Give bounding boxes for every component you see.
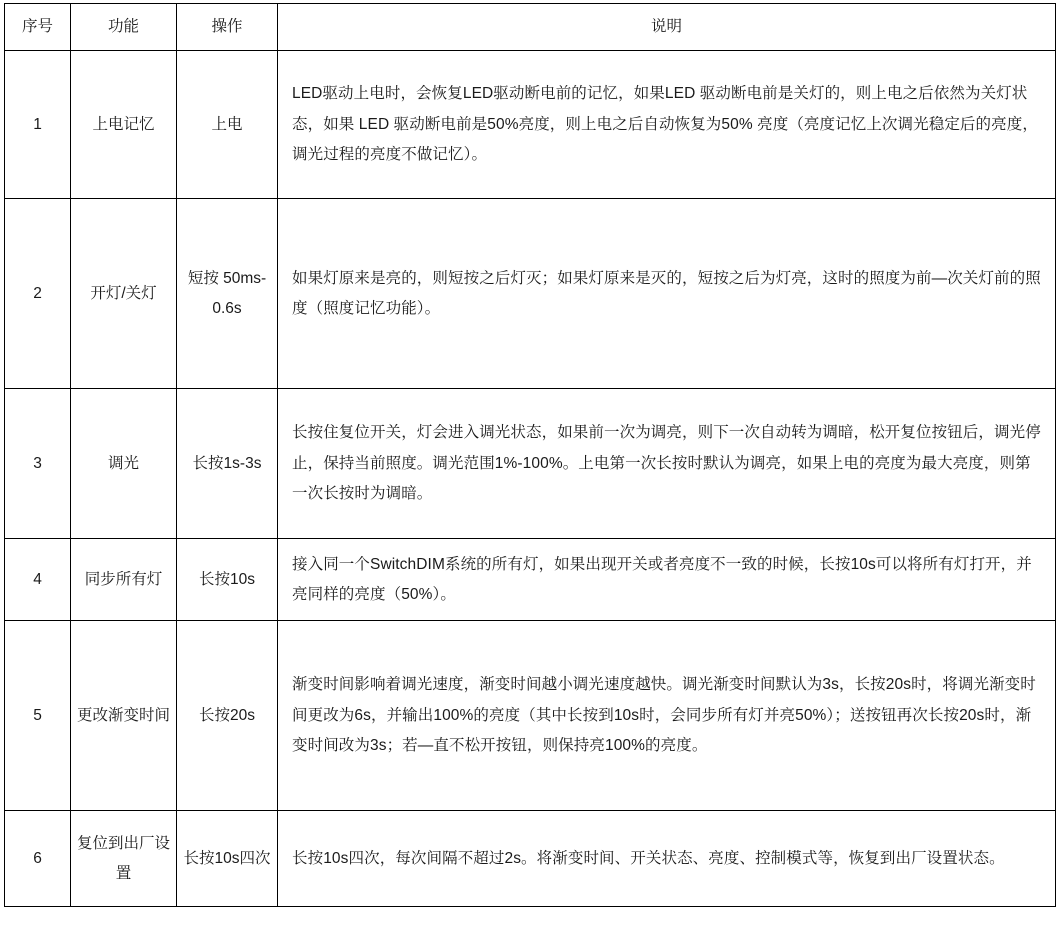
cell-function: 上电记忆 — [71, 51, 177, 199]
cell-description: 渐变时间影响着调光速度，渐变时间越小调光速度越快。调光渐变时间默认为3s，长按20s时，将调光渐变时间更改为6s，并输出100%的亮度（其中长按到10s时，会同步所有灯并亮50%）；送按钮再次长按20s时，渐变时间改为3s；若—直不松开按钮，则保持亮100%的亮度。 — [278, 621, 1056, 811]
column-header-operation: 操作 — [177, 4, 278, 51]
table-header-row — [5, 4, 1056, 51]
cell-function: 复位到出厂设置 — [71, 811, 177, 907]
cell-no: 5 — [5, 621, 71, 811]
table-row — [5, 539, 1056, 621]
function-operation-table — [4, 3, 1056, 907]
column-header-function: 功能 — [71, 4, 177, 51]
cell-no: 3 — [5, 389, 71, 539]
table-row — [5, 811, 1056, 907]
table-row — [5, 389, 1056, 539]
cell-no: 6 — [5, 811, 71, 907]
cell-description: LED驱动上电时，会恢复LED驱动断电前的记忆，如果LED 驱动断电前是关灯的，则上电之后依然为关灯状态，如果 LED 驱动断电前是50%亮度，则上电之后自动恢复为50% 亮度（亮度记忆上次调光稳定后的亮度，调光过程的亮度不做记忆）。 — [278, 51, 1056, 199]
cell-operation: 长按20s — [177, 621, 278, 811]
cell-no: 2 — [5, 199, 71, 389]
cell-no: 1 — [5, 51, 71, 199]
cell-operation: 长按1s-3s — [177, 389, 278, 539]
column-header-description: 说明 — [278, 4, 1056, 51]
cell-description: 接入同一个SwitchDIM系统的所有灯，如果出现开关或者亮度不一致的时候，长按10s可以将所有灯打开，并亮同样的亮度（50%）。 — [278, 539, 1056, 621]
cell-function: 同步所有灯 — [71, 539, 177, 621]
cell-operation: 上电 — [177, 51, 278, 199]
cell-description: 如果灯原来是亮的，则短按之后灯灭；如果灯原来是灭的，短按之后为灯亮，这时的照度为前—次关灯前的照度（照度记忆功能）。 — [278, 199, 1056, 389]
table-header — [5, 4, 1056, 51]
table-body — [5, 51, 1056, 907]
cell-operation: 长按10s四次 — [177, 811, 278, 907]
cell-operation: 短按 50ms-0.6s — [177, 199, 278, 389]
cell-description: 长按10s四次，每次间隔不超过2s。将渐变时间、开关状态、亮度、控制模式等，恢复到出厂设置状态。 — [278, 811, 1056, 907]
table-row — [5, 621, 1056, 811]
cell-function: 调光 — [71, 389, 177, 539]
cell-function: 开灯/关灯 — [71, 199, 177, 389]
table-row — [5, 51, 1056, 199]
column-header-no: 序号 — [5, 4, 71, 51]
cell-operation: 长按10s — [177, 539, 278, 621]
cell-no: 4 — [5, 539, 71, 621]
cell-description: 长按住复位开关，灯会进入调光状态，如果前一次为调亮，则下一次自动转为调暗，松开复位按钮后，调光停止，保持当前照度。调光范围1%-100%。上电第一次长按时默认为调亮，如果上电的亮度为最大亮度，则第一次长按时为调暗。 — [278, 389, 1056, 539]
cell-function: 更改渐变时间 — [71, 621, 177, 811]
table-row — [5, 199, 1056, 389]
